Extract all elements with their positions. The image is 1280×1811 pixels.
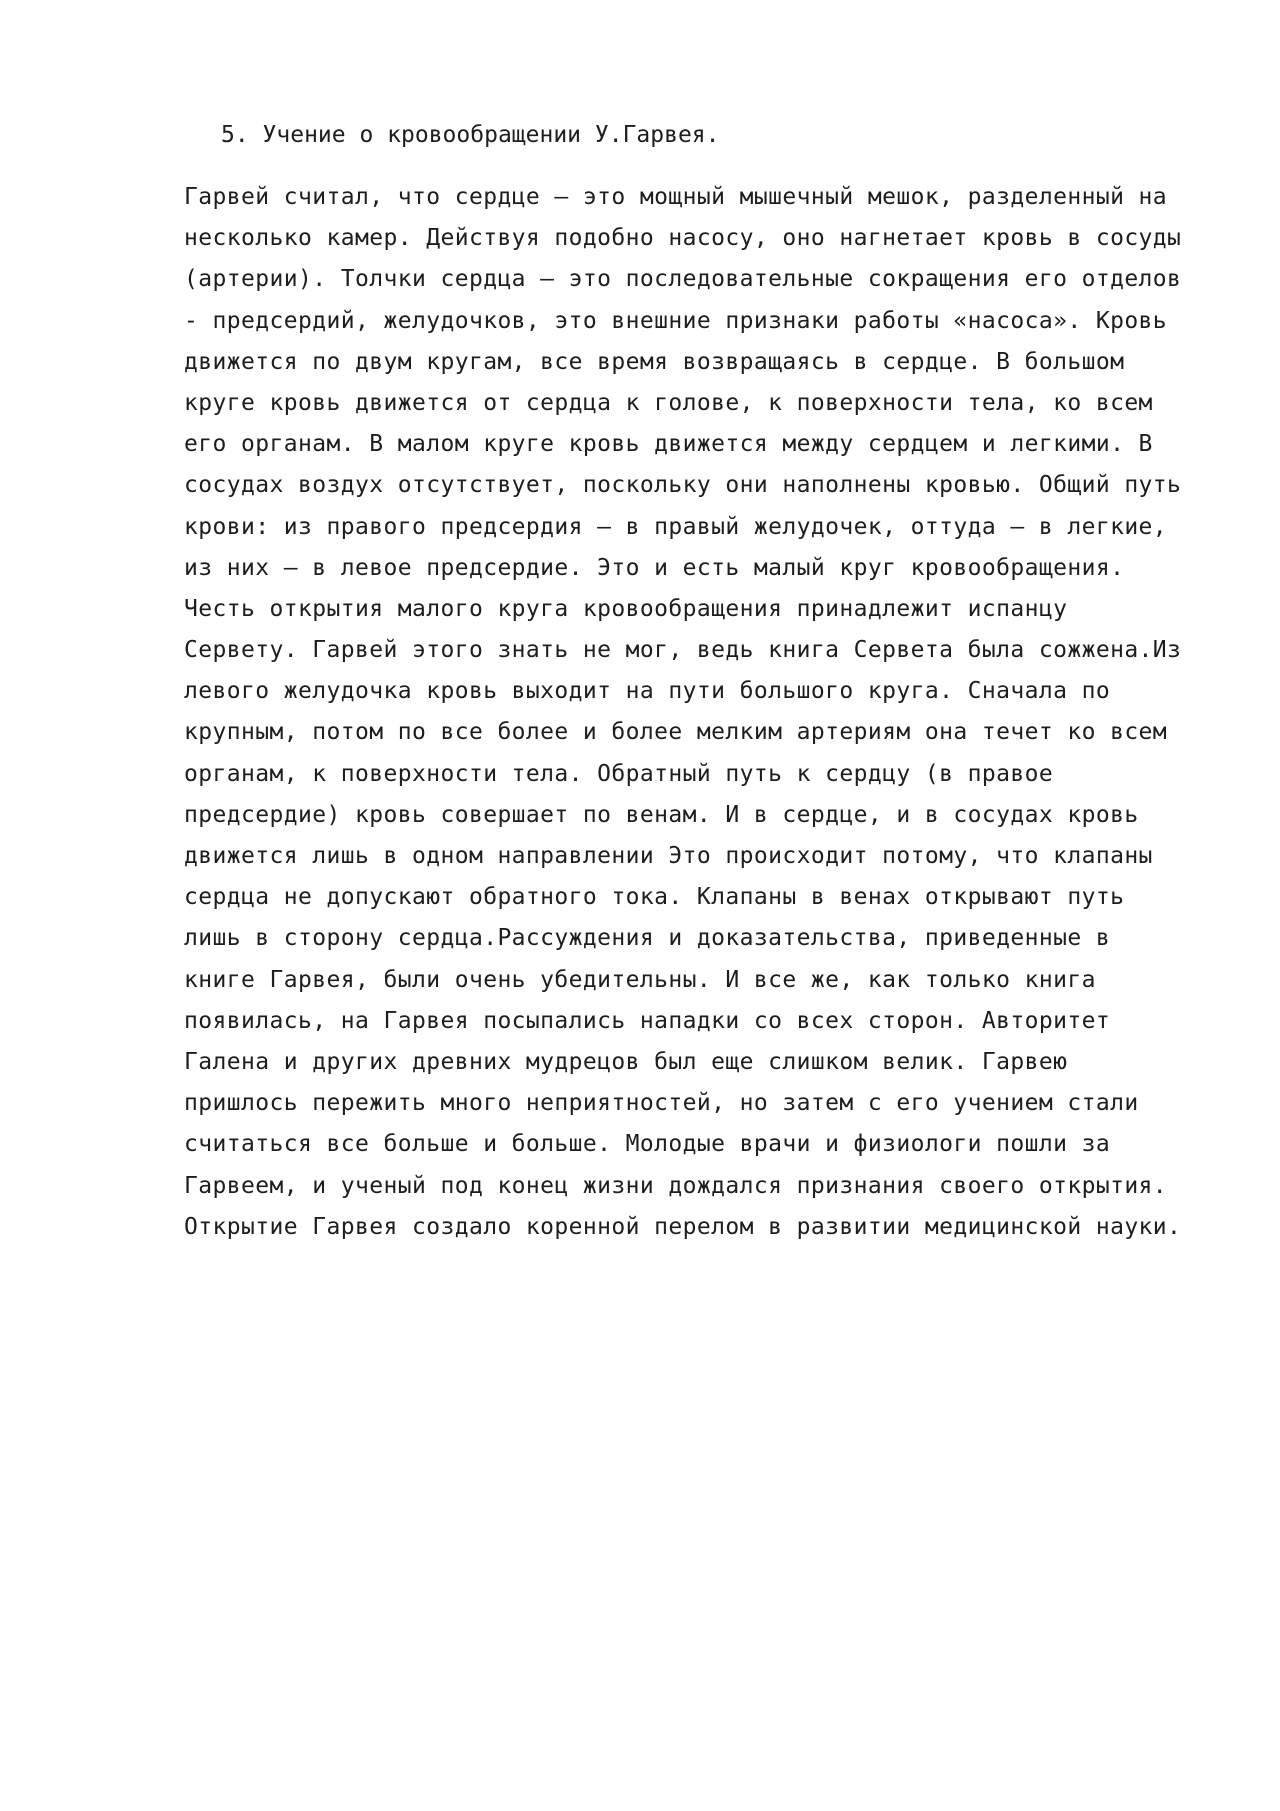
paragraph-line: - предсердий, желудочков, это внешние признаки работы «насоса». Кровь: [184, 307, 1168, 334]
paragraph-line: Галена и других древних мудрецов был еще слишком велик. Гарвею: [184, 1048, 1068, 1075]
paragraph-line: крупным, потом по все более и более мелким артериям она течет ко всем: [184, 719, 1168, 746]
paragraph-line: Сервету. Гарвей этого знать не мог, ведь книга Сервета была сожжена.Из: [184, 637, 1182, 664]
paragraph-line: движется лишь в одном направлении Это происходит потому, что клапаны: [184, 843, 1153, 869]
paragraph-line: левого желудочка кровь выходит на пути большого круга. Сначала по: [184, 678, 1111, 705]
paragraph-line: круге кровь движется от сердца к голове, к поверхности тела, ко всем: [184, 389, 1153, 416]
paragraph-line: считаться все больше и больше. Молодые врачи и физиологи пошли за: [184, 1131, 1111, 1158]
paragraph-line: пришлось пережить много неприятностей, но затем с его учением стали: [184, 1090, 1139, 1117]
paragraph-line: Честь открытия малого круга кровообращения принадлежит испанцу: [184, 595, 1068, 622]
paragraph-line: его органам. В малом круге кровь движется между сердцем и легкими. В: [184, 431, 1153, 458]
paragraph-line: Открытие Гарвея создало коренной перелом в развитии медицинской науки.: [184, 1213, 1182, 1240]
paragraph-line: сосудах воздух отсутствует, поскольку они наполнены кровью. Общий путь: [184, 472, 1182, 499]
paragraph-line: Гарвей считал, что сердце — это мощный мышечный мешок, разделенный на: [184, 184, 1168, 210]
paragraph-line: сердца не допускают обратного тока. Клапаны в венах открывают путь: [184, 884, 1125, 911]
paragraph-line: книге Гарвея, были очень убедительны. И все же, как только книга: [184, 966, 1096, 993]
paragraph-line: крови: из правого предсердия — в правый желудочек, оттуда — в легкие,: [184, 513, 1168, 540]
paragraph-line: предсердие) кровь совершает по венам. И в сердце, и в сосудах кровь: [184, 801, 1139, 828]
paragraph-line: появилась, на Гарвея посыпались нападки со всех сторон. Авторитет: [184, 1007, 1111, 1034]
paragraph-line: лишь в сторону сердца.Рассуждения и доказательства, приведенные в: [184, 925, 1111, 952]
paragraph-line: Гарвеем, и ученый под конец жизни дождался признания своего открытия.: [184, 1172, 1168, 1199]
section-heading: 5. Учение о кровообращении У.Гарвея.: [221, 122, 720, 148]
paragraph-line: из них — в левое предсердие. Это и есть малый круг кровообращения.: [184, 554, 1125, 581]
body-paragraph: [184, 182, 1204, 1253]
paragraph-line: (артерии). Толчки сердца — это последовательные сокращения его отделов: [184, 266, 1182, 293]
paragraph-line: движется по двум кругам, все время возвращаясь в сердце. В большом: [184, 348, 1125, 375]
paragraph-line: несколько камер. Действуя подобно насосу, оно нагнетает кровь в сосуды: [184, 225, 1182, 252]
paragraph-line: органам, к поверхности тела. Обратный путь к сердцу (в правое: [184, 760, 1054, 787]
